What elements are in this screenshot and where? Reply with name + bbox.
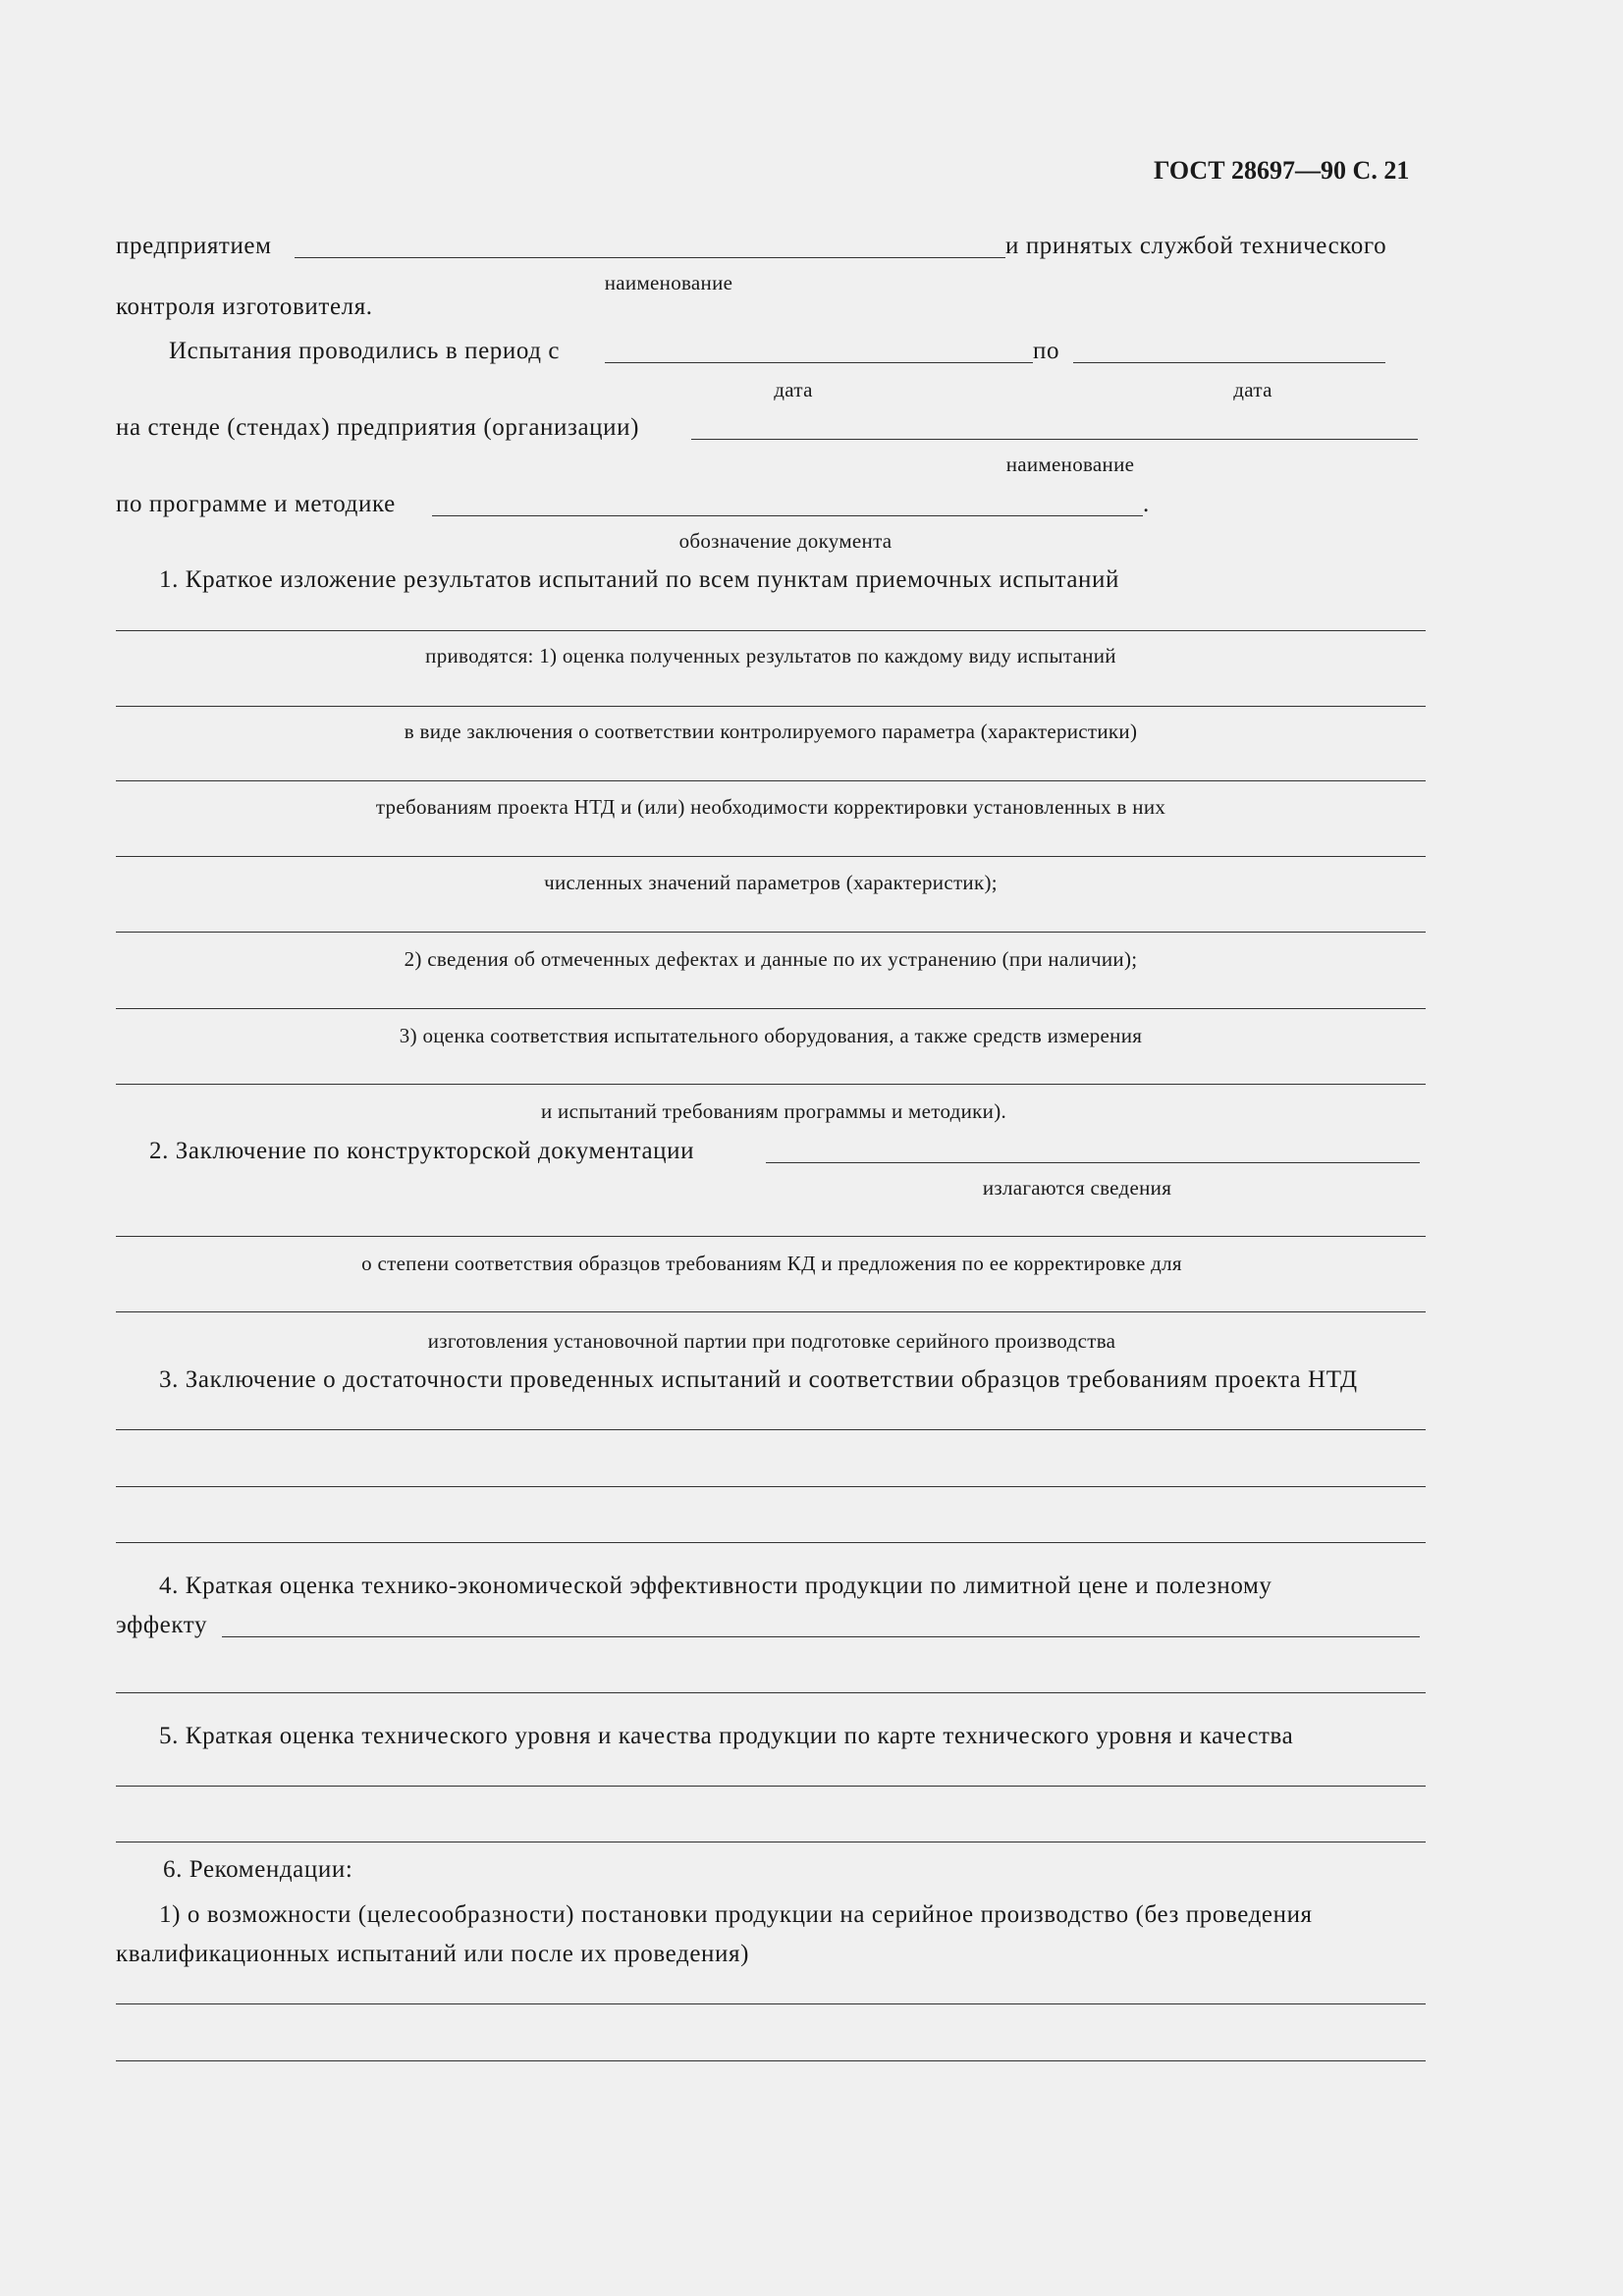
period-to-label: по xyxy=(1033,338,1060,364)
enterprise-caption: наименование xyxy=(604,271,733,294)
section6-line[interactable] xyxy=(116,2060,1426,2061)
section2-caption: излагаются сведения xyxy=(982,1176,1172,1200)
section1-line[interactable] xyxy=(116,1084,1426,1085)
section1-line[interactable] xyxy=(116,932,1426,933)
section2-title: 2. Заключение по конструкторской документации xyxy=(149,1138,695,1164)
program-field[interactable] xyxy=(432,515,1143,516)
section1-caption: численных значений параметров (характеристик); xyxy=(544,871,998,894)
section2-caption: изготовления установочной партии при подготовке серийного производства xyxy=(427,1329,1116,1353)
section2-caption: о степени соответствия образцов требованиям КД и предложения по ее корректировке для xyxy=(361,1252,1182,1275)
section5-line[interactable] xyxy=(116,1786,1426,1787)
section1-caption: и испытаний требованиям программы и методики). xyxy=(540,1099,1007,1123)
section6-item1-line1: 1) о возможности (целесообразности) постановки продукции на серийное производство (без проведения xyxy=(159,1901,1313,1928)
section1-caption: в виде заключения о соответствии контролируемого параметра (характеристики) xyxy=(404,720,1138,743)
period-to-field[interactable] xyxy=(1073,362,1385,363)
section6-item1-line2: квалификационных испытаний или после их проведения) xyxy=(116,1941,749,1967)
section4-line1: 4. Краткая оценка технико-экономической эффективности продукции по лимитной цене и полезному xyxy=(159,1573,1272,1599)
section4-line[interactable] xyxy=(116,1692,1426,1693)
section1-line[interactable] xyxy=(116,856,1426,857)
period-label: Испытания проводились в период с xyxy=(169,338,561,364)
period-from-field[interactable] xyxy=(605,362,1033,363)
section2-field[interactable] xyxy=(766,1162,1420,1163)
accepted-text: и принятых службой технического xyxy=(1005,233,1387,259)
enterprise-label: предприятием xyxy=(116,233,272,259)
enterprise-field[interactable] xyxy=(295,257,1005,258)
stand-field[interactable] xyxy=(691,439,1418,440)
section3-title: 3. Заключение о достаточности проведенных испытаний и соответствии образцов требованиям проекта НТД xyxy=(159,1366,1358,1393)
section6-line[interactable] xyxy=(116,2003,1426,2004)
section2-line[interactable] xyxy=(116,1236,1426,1237)
section5-title: 5. Краткая оценка технического уровня и качества продукции по карте технического уровня и качества xyxy=(159,1723,1294,1749)
section2-line[interactable] xyxy=(116,1311,1426,1312)
section3-line[interactable] xyxy=(116,1429,1426,1430)
date-to-caption: дата xyxy=(1233,378,1272,401)
program-label: по программе и методике xyxy=(116,491,396,517)
stand-label: на стенде (стендах) предприятия (организации) xyxy=(116,414,640,441)
section1-line[interactable] xyxy=(116,780,1426,781)
program-end: . xyxy=(1143,491,1150,517)
section1-line[interactable] xyxy=(116,706,1426,707)
control-text: контроля изготовителя. xyxy=(116,294,373,320)
section6-title: 6. Рекомендации: xyxy=(163,1856,353,1883)
program-caption: обозначение документа xyxy=(678,529,893,553)
section3-line[interactable] xyxy=(116,1542,1426,1543)
section3-line[interactable] xyxy=(116,1486,1426,1487)
stand-caption: наименование xyxy=(1005,453,1135,476)
section4-field[interactable] xyxy=(222,1636,1420,1637)
date-from-caption: дата xyxy=(774,378,813,401)
section1-line[interactable] xyxy=(116,1008,1426,1009)
section1-caption: требованиям проекта НТД и (или) необходимости корректировки установленных в них xyxy=(375,795,1166,819)
section1-caption: приводятся: 1) оценка полученных результатов по каждому виду испытаний xyxy=(425,644,1116,667)
page-header: ГОСТ 28697—90 С. 21 xyxy=(1154,156,1410,185)
section4-line2: эффекту xyxy=(116,1612,208,1638)
section1-caption: 3) оценка соответствия испытательного оборудования, а также средств измерения xyxy=(399,1024,1143,1047)
section1-title: 1. Краткое изложение результатов испытаний по всем пунктам приемочных испытаний xyxy=(159,566,1119,593)
section1-line[interactable] xyxy=(116,630,1426,631)
section1-caption: 2) сведения об отмеченных дефектах и данные по их устранению (при наличии); xyxy=(404,947,1138,971)
